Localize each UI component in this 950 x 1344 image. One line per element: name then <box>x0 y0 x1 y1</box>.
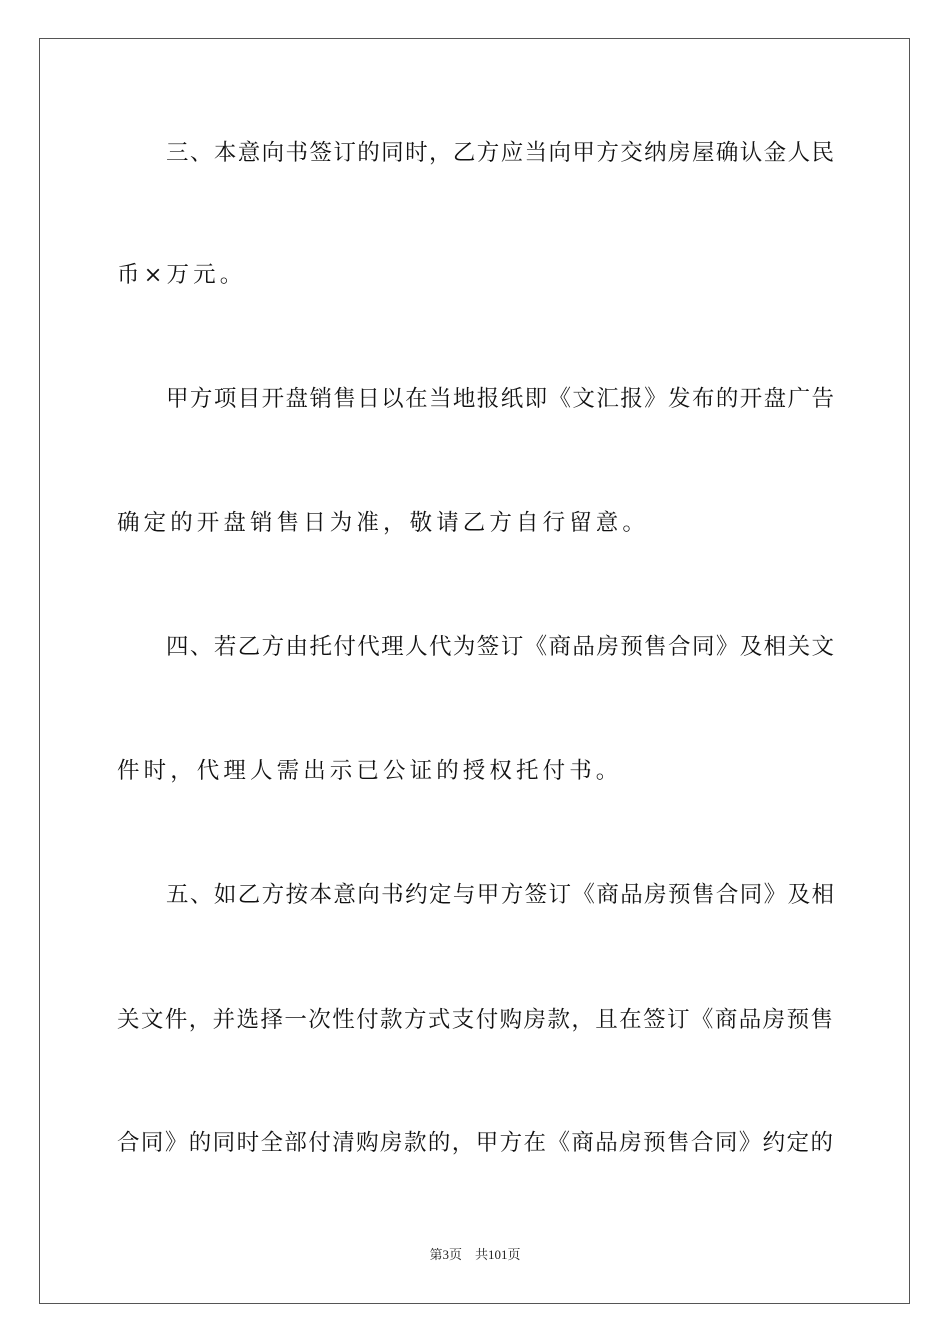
paragraph-3b-line-2: 确定的开盘销售日为准，敬请乙方自行留意。 <box>117 510 650 536</box>
page-number: 第3页 <box>429 1247 462 1262</box>
total-pages: 共101页 <box>475 1247 521 1262</box>
paragraph-4-line-1: 四、若乙方由托付代理人代为签订《商品房预售合同》及相关文 <box>166 634 834 660</box>
paragraph-3-line-1: 三、本意向书签订的同时，乙方应当向甲方交纳房屋确认金人民 <box>166 140 834 166</box>
paragraph-3-line-2: 币×万元。 <box>117 262 247 288</box>
paragraph-3b-line-1: 甲方项目开盘销售日以在当地报纸即《文汇报》发布的开盘广告 <box>166 386 834 412</box>
page-footer <box>0 1246 950 1264</box>
page-border <box>39 38 910 1304</box>
paragraph-5-line-2: 关文件，并选择一次性付款方式支付购房款，且在签订《商品房预售 <box>117 1007 833 1033</box>
paragraph-5-line-1: 五、如乙方按本意向书约定与甲方签订《商品房预售合同》及相 <box>166 882 834 908</box>
paragraph-5-line-3: 合同》的同时全部付清购房款的，甲方在《商品房预售合同》约定的 <box>117 1130 833 1156</box>
paragraph-4-line-2: 件时，代理人需出示已公证的授权托付书。 <box>117 758 623 784</box>
